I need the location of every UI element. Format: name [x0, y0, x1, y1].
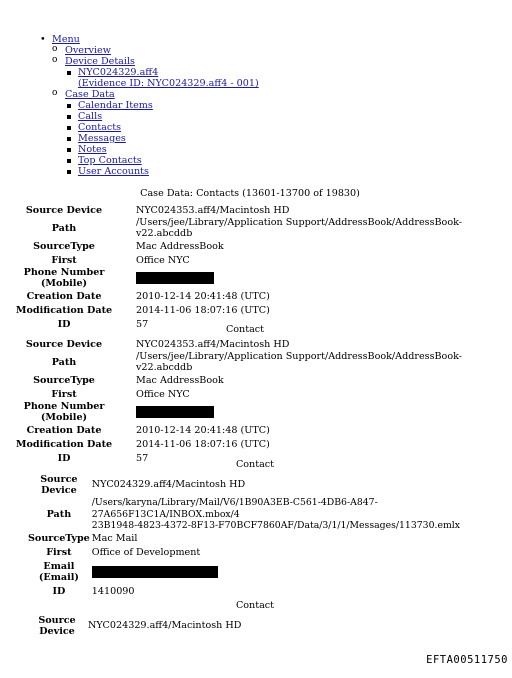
source-label-line1: Source [40, 473, 78, 485]
path-label: Path [51, 222, 77, 234]
path-label: Path [46, 508, 72, 520]
nav-item-device-file [65, 67, 259, 89]
first-value: Office NYC [136, 388, 190, 400]
document-id-footer: EFTA00511750 [426, 654, 508, 666]
source-device-label [28, 613, 86, 638]
phone-label: Phone Number (Mobile) [23, 401, 105, 423]
modification-date-label: Modification Date [15, 304, 113, 316]
source-label-line2: Device [39, 625, 75, 637]
source-device-value: NYC024353.aff4/Macintosh HD [136, 338, 290, 350]
menu-link[interactable]: Menu [52, 34, 80, 45]
modification-date-label: Modification Date [15, 438, 113, 450]
menu-item [38, 34, 259, 177]
contacts-link[interactable]: Contacts [78, 122, 122, 133]
case-item-notes [65, 144, 259, 155]
email-label-line2: (Email) [38, 572, 79, 583]
case-item-contacts [65, 122, 259, 133]
id-value: 57 [136, 318, 149, 330]
overview-link[interactable]: Overview [65, 45, 111, 56]
phone-label: Phone Number (Mobile) [23, 267, 105, 289]
case-data-link[interactable]: Case Data [65, 89, 115, 100]
case-item-user-accounts [65, 166, 259, 177]
device-details-link[interactable]: Device Details [65, 56, 135, 67]
creation-date-value: 2010-12-14 20:41:48 (UTC) [136, 290, 270, 302]
nav-item-device-details [52, 56, 259, 89]
case-item-messages [65, 133, 259, 144]
id-value: 1410090 [91, 586, 135, 597]
source-type-label: SourceType [33, 240, 95, 252]
id-value: 57 [136, 452, 149, 464]
path-value: /Users/jee/Library/Application Support/AddressBook/AddressBook-v22.abcddb [136, 217, 462, 239]
notes-link[interactable]: Notes [78, 144, 107, 155]
id-label: ID [57, 452, 71, 464]
evidence-id-link[interactable]: (Evidence ID: NYC024329.aff4 - 001) [78, 78, 259, 89]
source-label-line1: Source [38, 614, 76, 626]
case-item-calendar [65, 100, 259, 111]
source-type-value: Mac AddressBook [136, 240, 224, 252]
source-type-value: Mac Mail [91, 533, 138, 544]
redaction-block [92, 566, 218, 578]
first-label: First [51, 254, 77, 266]
record-caption: Contact [235, 459, 275, 470]
first-value: Office of Development [91, 547, 201, 558]
path-value: /Users/jee/Library/Application Support/AddressBook/AddressBook-v22.abcddb [136, 351, 462, 373]
email-label-line1: Email [43, 561, 75, 572]
source-device-value: NYC024329.aff4/Macintosh HD [88, 620, 242, 631]
case-item-top-contacts [65, 155, 259, 166]
nav-menu [38, 34, 259, 177]
creation-date-label: Creation Date [26, 290, 102, 302]
redaction-block [136, 406, 214, 418]
source-label-line2: Device [41, 484, 77, 496]
path-label: Path [51, 356, 77, 368]
source-device-label: Source Device [25, 204, 103, 216]
first-label: First [51, 388, 77, 400]
path-line1: /Users/karyna/Library/Mail/V6/1B90A3EB-C561-4DB6-A847-27A656F13C1A/INBOX.mbox/4 [91, 497, 378, 520]
creation-date-value: 2010-12-14 20:41:48 (UTC) [136, 424, 270, 436]
contact-record-table [28, 472, 512, 599]
contact-record-table [0, 337, 512, 465]
calendar-items-link[interactable]: Calendar Items [78, 100, 153, 111]
redaction-block [136, 272, 214, 284]
creation-date-label: Creation Date [26, 424, 102, 436]
first-value: Office NYC [136, 254, 190, 266]
record-caption: Contact [225, 324, 265, 335]
nav-item-overview [52, 45, 259, 56]
source-type-value: Mac AddressBook [136, 374, 224, 386]
source-device-value: NYC024329.aff4/Macintosh HD [91, 479, 246, 490]
calls-link[interactable]: Calls [78, 111, 103, 122]
messages-link[interactable]: Messages [78, 133, 126, 144]
record-caption: Contact [235, 600, 275, 611]
source-type-label: SourceType [28, 533, 90, 544]
contact-record-table [28, 613, 241, 638]
top-contacts-link[interactable]: Top Contacts [78, 155, 142, 166]
path-value [90, 497, 512, 532]
path-line2: 23B1948-4823-4372-8F13-F70BCF7860AF/Data/3/1/1/Messages/113730.emlx [91, 520, 460, 531]
id-label: ID [52, 586, 66, 597]
id-label: ID [57, 318, 71, 330]
modification-date-value: 2014-11-06 18:07:16 (UTC) [136, 304, 270, 316]
device-file-link[interactable]: NYC024329.aff4 [78, 67, 159, 78]
source-device-value: NYC024353.aff4/Macintosh HD [136, 204, 290, 216]
source-device-label [28, 472, 90, 497]
nav-item-case-data [52, 89, 259, 177]
record-caption: Case Data: Contacts (13601-13700 of 19830) [140, 188, 360, 199]
source-type-label: SourceType [33, 374, 95, 386]
email-label [28, 560, 90, 585]
case-item-calls [65, 111, 259, 122]
modification-date-value: 2014-11-06 18:07:16 (UTC) [136, 438, 270, 450]
first-label: First [46, 547, 72, 558]
user-accounts-link[interactable]: User Accounts [78, 166, 149, 177]
contact-record-table [0, 203, 512, 331]
source-device-label: Source Device [25, 338, 103, 350]
